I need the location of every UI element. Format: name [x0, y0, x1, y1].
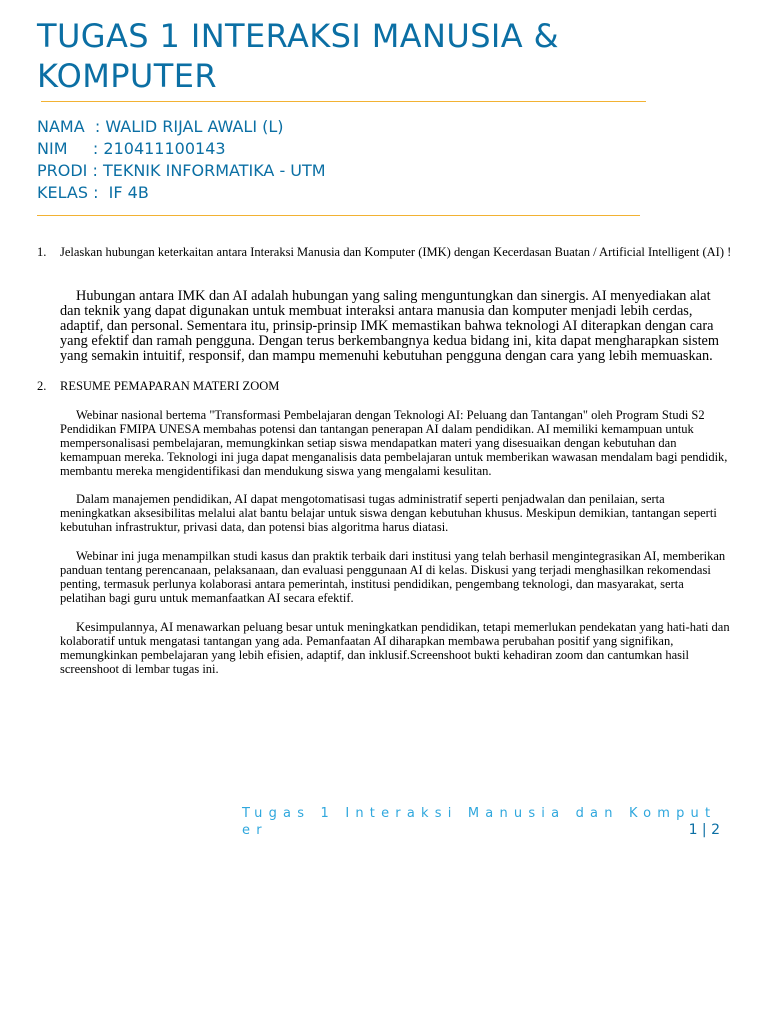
- student-info: [37, 116, 326, 204]
- info-divider: [37, 215, 640, 216]
- question-text: Jelaskan hubungan keterkaitan antara Interaksi Manusia dan Komputer (IMK) dengan Kecerdasan Buatan / Artificial Intelligent (AI) !: [60, 245, 732, 259]
- question-number: 2.: [37, 379, 47, 393]
- title-divider: [41, 101, 646, 102]
- resume-paragraph-1: Webinar nasional bertema "Transformasi Pembelajaran dengan Teknologi AI: Peluang dan Tantangan" oleh Program Studi S2 Pendidikan FMIPA UNESA membahas potensi dan tantangan penerapan AI dalam pendidikan. AI memiliki kemampuan untuk mempersonalisasi pembelajaran, memungkinkan setiap siswa mendapatkan materi yang disesuaikan dengan kebutuhan dan kemampuan mereka. Teknologi ini juga dapat menganalisis data pembelajaran untuk memberikan wawasan mendalam bagi pendidik, membantu mereka mengidentifikasi dan mendukung siswa yang mengalami kesulitan.: [60, 408, 728, 478]
- question-number: 1.: [37, 245, 47, 259]
- student-nim: NIM : 210411100143: [37, 139, 226, 158]
- student-kelas: KELAS : IF 4B: [37, 183, 149, 202]
- resume-paragraph-3: Webinar ini juga menampilkan studi kasus dan praktik terbaik dari institusi yang telah berhasil mengintegrasikan AI, memberikan panduan tentang perencanaan, pelaksanaan, dan evaluasi penggunaan AI di kelas. Diskusi yang terjadi menghasilkan rekomendasi penting, termasuk perlunya kolaborasi antara pemerintah, institusi pendidikan, pengembang teknologi, dan masyarakat, serta pelatihan bagi guru untuk memanfaatkan AI secara efektif.: [60, 549, 726, 605]
- resume-paragraph-4: Kesimpulannya, AI menawarkan peluang besar untuk meningkatkan pendidikan, tetapi memerlukan pendekatan yang hati-hati dan kolaboratif untuk mengatasi tantangan yang ada. Pemanfaatan AI diharapkan membawa perubahan positif yang signifikan, memungkinkan pembelajaran yang lebih efisien, adaptif, dan inklusif.Screenshoot bukti kehadiran zoom dan cantumkan hasil screenshoot di lembar tugas ini.: [60, 620, 730, 676]
- footer-title: Tugas 1 Interaksi Manusia dan Komputer: [242, 806, 717, 838]
- question-text: RESUME PEMAPARAN MATERI ZOOM: [60, 379, 280, 393]
- page-number: 1 | 2: [688, 822, 720, 838]
- question-1: [37, 245, 737, 259]
- resume-paragraph-2: Dalam manajemen pendidikan, AI dapat mengotomatisasi tugas administratif seperti penjadwalan dan penilaian, serta meningkatkan aksesibilitas melalui alat bantu belajar untuk siswa dengan kebutuhan khusus. Meskipun demikian, tantangan seperti kebutuhan infrastruktur, privasi data, dan potensi bias algoritma harus diatasi.: [60, 492, 717, 534]
- document-title: TUGAS 1 INTERAKSI MANUSIA & KOMPUTER: [37, 17, 559, 95]
- student-name: NAMA : WALID RIJAL AWALI (L): [37, 117, 284, 136]
- answer-1: Hubungan antara IMK dan AI adalah hubungan yang saling menguntungkan dan sinergis. AI menyediakan alat dan teknik yang dapat digunakan untuk membuat interaksi antara manusia dan komputer menjadi lebih cerdas, adaptif, dan personal. Sementara itu, prinsip-prinsip IMK memastikan bahwa teknologi AI diterapkan dengan cara yang efektif dan ramah pengguna. Dengan terus berkembangnya kedua bidang ini, kita dapat mengharapkan sistem yang semakin intuitif, responsif, dan mampu memenuhi kebutuhan pengguna dengan cara yang lebih memuaskan.: [60, 288, 720, 364]
- student-prodi: PRODI : TEKNIK INFORMATIKA - UTM: [37, 161, 326, 180]
- question-2: [37, 379, 737, 393]
